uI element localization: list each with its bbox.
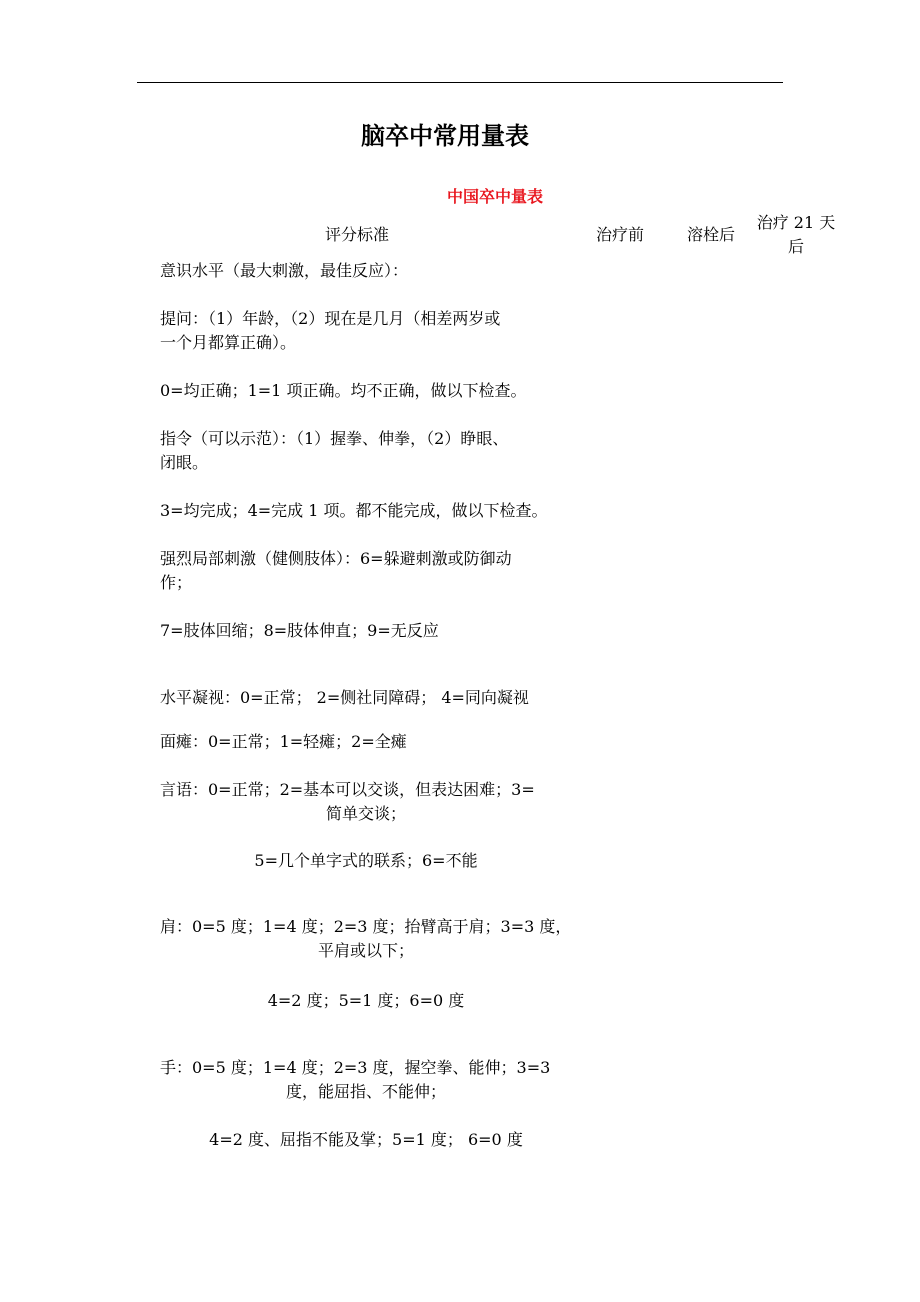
criteria-text-cont: 闭眼。 — [160, 453, 209, 472]
column-header-after-21-days-line1: 治疗 21 天 — [756, 213, 836, 232]
criteria-text: 强烈局部刺激（健侧肢体）：6=躲避刺激或防御动 — [160, 549, 512, 568]
criteria-item-stimulus — [160, 547, 572, 595]
page-title: 脑卒中常用量表 — [361, 122, 529, 150]
column-header-after-thrombolysis: 溶栓后 — [687, 225, 736, 244]
criteria-item-speech-scores — [160, 849, 572, 873]
criteria-item-command-scores — [160, 499, 572, 523]
criteria-item-gaze — [160, 686, 572, 710]
criteria-item-shoulder — [160, 915, 572, 963]
criteria-text: 肩：0=5 度；1=4 度；2=3 度；抬臂高于肩；3=3 度， — [160, 917, 572, 936]
criteria-item-stimulus-scores — [160, 619, 572, 643]
criteria-item-commands — [160, 427, 572, 475]
scale-subtitle: 中国卒中量表 — [447, 187, 544, 206]
criteria-text: 指令（可以示范）：（1）握拳、伸拳，（2）睁眼、 — [160, 429, 509, 448]
criteria-item-question-scores — [160, 379, 572, 403]
criteria-text-cont: 平肩或以下； — [317, 941, 414, 960]
criteria-text-cont: 作； — [160, 573, 193, 592]
criteria-item-shoulder-scores — [160, 989, 572, 1013]
criteria-item-facial-palsy — [160, 730, 572, 754]
criteria-item-hand-scores — [160, 1128, 572, 1152]
criteria-text-cont: 简单交谈； — [325, 804, 406, 823]
criteria-text: 提问：（1）年龄，（2）现在是几月（相差两岁或 — [160, 309, 501, 328]
criteria-text: 面瘫：0=正常；1=轻瘫；2=全瘫 — [160, 732, 407, 751]
criteria-text: 0=均正确；1=1 项正确。均不正确，做以下检查。 — [160, 381, 527, 400]
column-header-after-21-days-line2: 后 — [787, 237, 804, 256]
criteria-text: 3=均完成；4=完成 1 项。都不能完成，做以下检查。 — [160, 501, 548, 520]
criteria-item-consciousness — [160, 259, 572, 283]
criteria-item-hand — [160, 1056, 572, 1104]
header-rule — [137, 82, 783, 83]
criteria-text: 水平凝视：0=正常； 2=侧社同障碍； 4=同向凝视 — [160, 688, 529, 707]
criteria-text: 7=肢体回缩；8=肢体伸直；9=无反应 — [160, 621, 439, 640]
criteria-text: 手：0=5 度；1=4 度；2=3 度，握空拳、能伸；3=3 — [160, 1058, 551, 1077]
criteria-text-cont: 度，能屈指、不能伸； — [285, 1082, 446, 1101]
criteria-text: 4=2 度；5=1 度；6=0 度 — [267, 991, 465, 1010]
criteria-text: 意识水平（最大刺激，最佳反应）： — [160, 261, 409, 280]
criteria-item-speech — [160, 778, 572, 826]
column-header-after-21-days — [752, 211, 840, 259]
criteria-text: 言语：0=正常；2=基本可以交谈，但表达困难；3= — [160, 780, 535, 799]
column-header-before-treatment: 治疗前 — [596, 225, 645, 244]
criteria-text-cont: 一个月都算正确）。 — [160, 333, 297, 352]
column-header-criteria: 评分标准 — [325, 225, 390, 244]
criteria-text: 5=几个单字式的联系；6=不能 — [254, 851, 478, 870]
criteria-text: 4=2 度、屈指不能及掌；5=1 度； 6=0 度 — [209, 1130, 523, 1149]
criteria-item-questions — [160, 307, 572, 355]
